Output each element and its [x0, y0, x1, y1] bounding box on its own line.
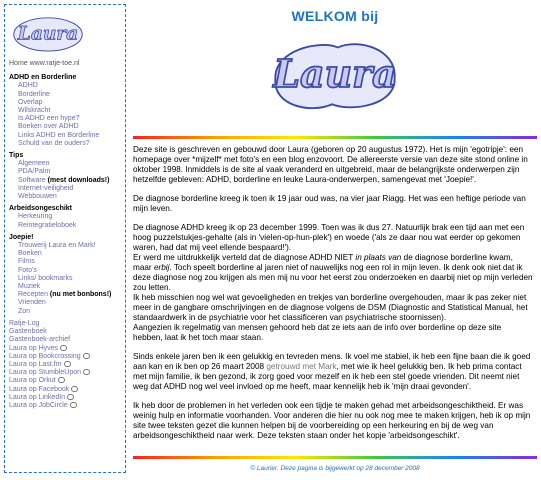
- joepie-link-6[interactable]: [18, 291, 121, 299]
- link-label: Ratje-Log: [9, 319, 40, 327]
- link-label: Foto's: [18, 266, 37, 274]
- adhd-text-2b: de diagnose borderline kwam, maar: [133, 253, 513, 272]
- link-label: Links/ bookmarks: [18, 274, 73, 282]
- adhd-link-6[interactable]: [18, 132, 121, 140]
- sidebar: [4, 4, 126, 473]
- adhd-text-1: De diagnose ADHD kreeg ik op 23 december 1999. Toen was ik dus 27. Natuurlijk brak een tijd aan met een hoog puzzelstukjes-gehalte (als in 'vielen-op-hun-plek') en woede ('als ze daar nou wat eerder op gekomen waren, had dat mij veel ellende bespaard!').: [133, 223, 525, 252]
- section-adhd-title: ADHD en Borderline: [9, 74, 77, 82]
- link-note: (nu met bonbons!): [49, 291, 112, 299]
- paragraph-happy: [133, 352, 533, 392]
- logo-small-text: Laura: [17, 23, 79, 45]
- footer-text: © Laurier. Deze pagina is bijgewerkt op 28 december 2008: [250, 465, 420, 472]
- link-label: Recepten: [18, 291, 48, 299]
- joepie-link-2[interactable]: [18, 258, 121, 266]
- bottom-link-2[interactable]: [9, 336, 121, 344]
- bottom-link-1[interactable]: [9, 328, 121, 336]
- tips-link-2[interactable]: [18, 177, 121, 185]
- link-label: Laura op JobCircle: [9, 401, 68, 409]
- married-mark-link[interactable]: getrouwd met Mark: [266, 362, 337, 371]
- link-label: Webbouwen: [18, 193, 57, 201]
- joepie-list: [9, 242, 121, 316]
- adhd-text-em1: in plaats van: [355, 253, 402, 262]
- link-label: Zon: [18, 307, 31, 315]
- rainbow-divider-bottom: [133, 456, 537, 459]
- link-label: Laura op Hyves: [9, 344, 59, 352]
- bottom-link-9[interactable]: [9, 394, 121, 402]
- link-label: Laura op Last.fm: [9, 360, 62, 368]
- link-label: PDA/Palm: [18, 168, 51, 176]
- joepie-link-3[interactable]: [18, 267, 121, 275]
- link-label: Links ADHD en Borderline: [18, 131, 100, 139]
- chat-bubble-icon: [58, 377, 65, 383]
- link-label: Gastenboek-archief: [9, 336, 71, 344]
- adhd-text-2a: Er werd me uitdrukkelijk verteld dat de diagnose ADHD NIET: [133, 253, 356, 262]
- joepie-link-8[interactable]: [18, 308, 121, 316]
- adhd-text-2c: . Toch speelt borderline al jaren niet of nauwelijks nog een rol in mijn leven. Ik denk ook niet dat ik deze diagnose nog zou krijgen als men mij nu voor het eerst zou onderzoeken en daarbij niet op mijn verleden zou letten.: [133, 263, 533, 292]
- link-label: Trouwerij Laura en Mark!: [18, 242, 96, 250]
- arbeid-list: [9, 213, 121, 229]
- adhd-link-0[interactable]: [18, 82, 121, 90]
- paragraph-adhd: [133, 223, 533, 343]
- adhd-link-5[interactable]: [18, 123, 121, 131]
- bottom-link-0[interactable]: [9, 320, 121, 328]
- link-label: Laura op LinkedIn: [9, 393, 66, 401]
- tips-link-0[interactable]: [18, 160, 121, 168]
- link-note: (mest downloads!): [47, 176, 110, 184]
- bottom-link-8[interactable]: [9, 386, 121, 394]
- paragraph-intro: Deze site is geschreven en gebouwd door Laura (geboren op 20 augustus 1972). Het is mijn 'egotripje': een homepage over *mijzelf* met foto's en een blog enzovoort. De allereerste versie van deze site stond online in oktober 1998. Inmiddels is de site al vaak veranderd en uitgebreid, maar de belangrijkste onderwerpen zijn hetzelfde gebleven: ADHD, borderline en leuke Laura-onderwerpen, samengevat met 'Joepie!'.: [133, 145, 528, 184]
- paragraph-arbeid: Ik heb door de problemen in het verleden ook een tijdje te maken gehad met arbeidsongeschiktheid. Er was weinig hulp en informatie voorhanden. Voor anderen die hier nu ook nog mee te maken krijgen, heb ik op mijn site twee teksten gezet die kunnen helpen bij de voorbereiding op een herkeuring en bij de weg van arbeidsongeschiktheid naar werk. Deze teksten staan onder het kopje 'arbeidsongeschikt'.: [133, 401, 531, 440]
- link-label: Internet-veiligheid: [18, 184, 74, 192]
- page-title: WELKOM bij: [291, 8, 379, 24]
- chat-bubble-icon: [83, 353, 90, 359]
- bottom-link-3[interactable]: [9, 345, 121, 353]
- chat-bubble-icon: [60, 345, 67, 351]
- link-label: Films: [18, 258, 35, 266]
- adhd-link-1[interactable]: [18, 91, 121, 99]
- tips-link-3[interactable]: [18, 185, 121, 193]
- main-content: [133, 0, 537, 472]
- link-label: Muziek: [18, 283, 41, 291]
- link-label: Software: [18, 176, 46, 184]
- section-joepie-title: Joepie!: [9, 233, 34, 241]
- laura-logo-small[interactable]: [11, 10, 85, 54]
- link-label: Schuld van de ouders?: [18, 139, 90, 147]
- bottom-link-7[interactable]: [9, 377, 121, 385]
- happy-text-1: Sinds enkele jaren ben ik een gelukkig en tevreden mens. Ik voel me stabiel, ik heb een fijne baan die ik goed aan kan en ik ben op 26 maart 2008: [133, 352, 531, 371]
- link-label: Laura op Orkut: [9, 377, 56, 385]
- joepie-link-1[interactable]: [18, 250, 121, 258]
- adhd-list: [9, 82, 121, 148]
- joepie-link-0[interactable]: [18, 242, 121, 250]
- chat-bubble-icon: [70, 402, 77, 408]
- paragraph-borderline: De diagnose borderline kreeg ik toen ik 19 jaar oud was, na vier jaar Riagg. Het was een heftige periode van mijn leven.: [133, 194, 526, 213]
- home-link[interactable]: Home www.ratje-toe.nl: [9, 60, 80, 67]
- link-label: Borderline: [18, 90, 50, 98]
- link-label: Vrienden: [18, 299, 46, 307]
- bottom-link-4[interactable]: [9, 353, 121, 361]
- arbeid-link-0[interactable]: [18, 213, 121, 221]
- joepie-link-7[interactable]: [18, 299, 121, 307]
- arbeid-link-1[interactable]: [18, 222, 121, 230]
- link-label: Reintegratieloboek: [18, 221, 77, 229]
- link-label: Gastenboek: [9, 328, 47, 336]
- intro-text: [133, 145, 537, 441]
- adhd-link-3[interactable]: [18, 107, 121, 115]
- rainbow-divider-top: [133, 136, 537, 139]
- link-label: Herkeuring: [18, 213, 53, 221]
- chat-bubble-icon: [64, 361, 71, 367]
- adhd-text-em2: erbij: [153, 263, 170, 272]
- section-tips-title: Tips: [9, 152, 24, 160]
- link-label: Laura op StumbleUpon: [9, 369, 81, 377]
- adhd-link-2[interactable]: [18, 99, 121, 107]
- link-label: Laura op Facebook: [9, 385, 70, 393]
- joepie-link-4[interactable]: [18, 275, 121, 283]
- link-label: Overlap: [18, 98, 43, 106]
- logo-large-text: Laura: [273, 51, 397, 97]
- adhd-text-4: Aangezien ik regelmatig van mensen gehoord heb dat ze iets aan de info over borderline op deze site hebben, laat ik het toch maar staan.: [133, 323, 502, 342]
- chat-bubble-icon: [67, 394, 74, 400]
- link-label: Boeken over ADHD: [18, 123, 79, 131]
- joepie-link-5[interactable]: [18, 283, 121, 291]
- link-label: Laura op Bookcrossing: [9, 352, 81, 360]
- section-arbeid-title: Arbeidsongeschikt: [9, 205, 73, 213]
- bottom-link-5[interactable]: [9, 361, 121, 369]
- link-label: ADHD: [18, 82, 38, 90]
- link-label: Wilskracht: [18, 107, 51, 115]
- bottom-links-list: [9, 320, 121, 410]
- link-label: Algemeen: [18, 160, 50, 168]
- link-label: Is ADHD een hype?: [18, 115, 80, 123]
- chat-bubble-icon: [71, 386, 78, 392]
- link-label: Boeken: [18, 250, 42, 258]
- adhd-link-7[interactable]: [18, 140, 121, 148]
- happy-text-2: , met wie ik heel gelukkig ben. Ik heb prima contact met mijn familie, ik ben gezond, ik zorg goed voor mezelf en ik heb een stel goede vrienden. Dit neemt niet weg dat ADHD nog wel veel invloed op me heeft, maar kennelijk heb ik 'mijn draai gevonden'.: [133, 362, 522, 391]
- tips-link-4[interactable]: [18, 193, 121, 201]
- laura-logo-large: [264, 28, 406, 118]
- adhd-link-4[interactable]: [18, 115, 121, 123]
- chat-bubble-icon: [83, 369, 90, 375]
- tips-list: [9, 160, 121, 201]
- tips-link-1[interactable]: [18, 168, 121, 176]
- bottom-link-10[interactable]: [9, 402, 121, 410]
- bottom-link-6[interactable]: [9, 369, 121, 377]
- adhd-text-3: Ik heb misschien nog wel wat gevoeligheden en trekjes van borderline overgehouden, maar ik pas zeker niet meer in de gangbare omschrijvingen en de diagnose volgens de DSM (Diagnostic and Statistical Manual, het standaardwerk in de psychiatrie voor het classificeren van psychiatrische stoornissen).: [133, 293, 528, 322]
